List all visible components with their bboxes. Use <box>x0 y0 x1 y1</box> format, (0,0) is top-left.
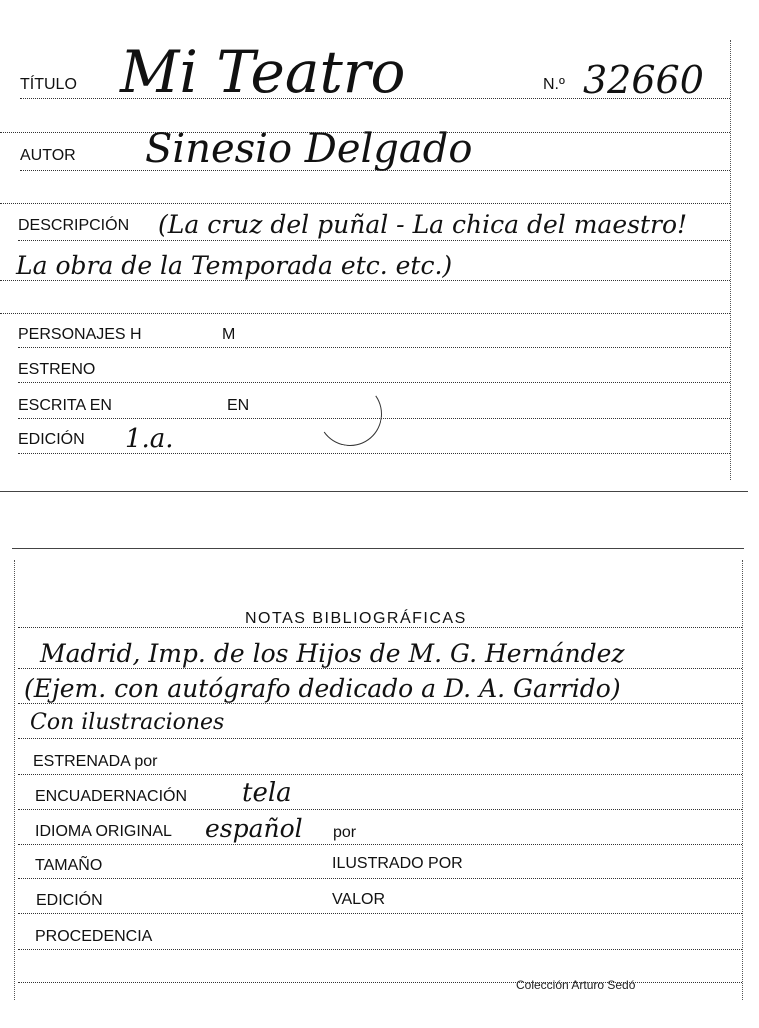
notas-line1: Madrid, Imp. de los Hijos de M. G. Hernández <box>40 639 625 668</box>
notas-line-1 <box>18 668 742 669</box>
edicion-back-label: EDICIÓN <box>36 892 103 909</box>
personajes-line <box>18 347 730 348</box>
titulo-value: Mi Teatro <box>120 38 406 106</box>
descripcion-line-2 <box>0 280 730 281</box>
estreno-label: ESTRENO <box>18 361 96 378</box>
autor-label: AUTOR <box>20 147 76 164</box>
procedencia-line <box>18 949 742 950</box>
notas-line-3 <box>18 738 742 739</box>
autor-line <box>20 170 730 171</box>
descripcion-label: DESCRIPCIÓN <box>18 217 130 234</box>
idioma-label: IDIOMA ORIGINAL <box>35 823 172 840</box>
tamano-label: TAMAÑO <box>35 857 103 874</box>
tamano-line <box>18 878 742 879</box>
estreno-line <box>18 382 730 383</box>
numero-label: N.º <box>543 76 565 93</box>
catalog-card-front <box>0 0 759 500</box>
card-right-edge-back <box>742 560 743 1000</box>
edicion-label: EDICIÓN <box>18 431 85 448</box>
idioma-por-label: por <box>333 824 357 841</box>
estrenada-line <box>18 774 742 775</box>
card-front-bottom-edge <box>0 491 748 492</box>
notas-line-2 <box>18 703 742 704</box>
idioma-line <box>18 844 742 845</box>
autor-line-2 <box>0 203 730 204</box>
personajes-label: PERSONAJES H <box>18 326 142 343</box>
idioma-value: español <box>205 814 303 843</box>
descripcion-line-3 <box>0 313 730 314</box>
descripcion-line1: (La cruz del puñal - La chica del maestro! <box>158 210 688 239</box>
titulo-label: TÍTULO <box>20 76 77 93</box>
card-right-edge <box>730 40 731 480</box>
encuadernacion-value: tela <box>242 778 292 808</box>
edicion-value: 1.a. <box>125 424 174 454</box>
notas-line2: (Ejem. con autógrafo dedicado a D. A. Garrido) <box>24 674 621 703</box>
valor-label: VALOR <box>332 891 386 908</box>
punch-hole-mark <box>313 377 387 451</box>
ilustrado-label: ILUSTRADO POR <box>332 855 463 872</box>
edicion-back-line <box>18 913 742 914</box>
encuadernacion-line <box>18 809 742 810</box>
card-left-edge <box>14 560 15 1000</box>
personajes-m-label: M <box>222 326 236 343</box>
encuadernacion-label: ENCUADERNACIÓN <box>35 788 188 805</box>
titulo-line <box>20 98 730 99</box>
edicion-line <box>18 453 730 454</box>
card-back-top-edge <box>12 548 744 549</box>
notas-title: NOTAS BIBLIOGRÁFICAS <box>245 610 467 627</box>
escrita-en-label: EN <box>227 397 250 414</box>
descripcion-line <box>18 240 730 241</box>
procedencia-label: PROCEDENCIA <box>35 928 153 945</box>
numero-value: 32660 <box>583 58 704 102</box>
notas-title-line <box>18 627 742 628</box>
escrita-label: ESCRITA EN <box>18 397 112 414</box>
collection-footer: Colección Arturo Sedó <box>516 978 636 992</box>
descripcion-line2: La obra de la Temporada etc. etc.) <box>16 251 453 280</box>
notas-line3: Con ilustraciones <box>30 710 225 735</box>
catalog-card-back <box>0 540 759 1028</box>
autor-value: Sinesio Delgado <box>145 126 473 172</box>
estrenada-label: ESTRENADA por <box>33 753 158 770</box>
